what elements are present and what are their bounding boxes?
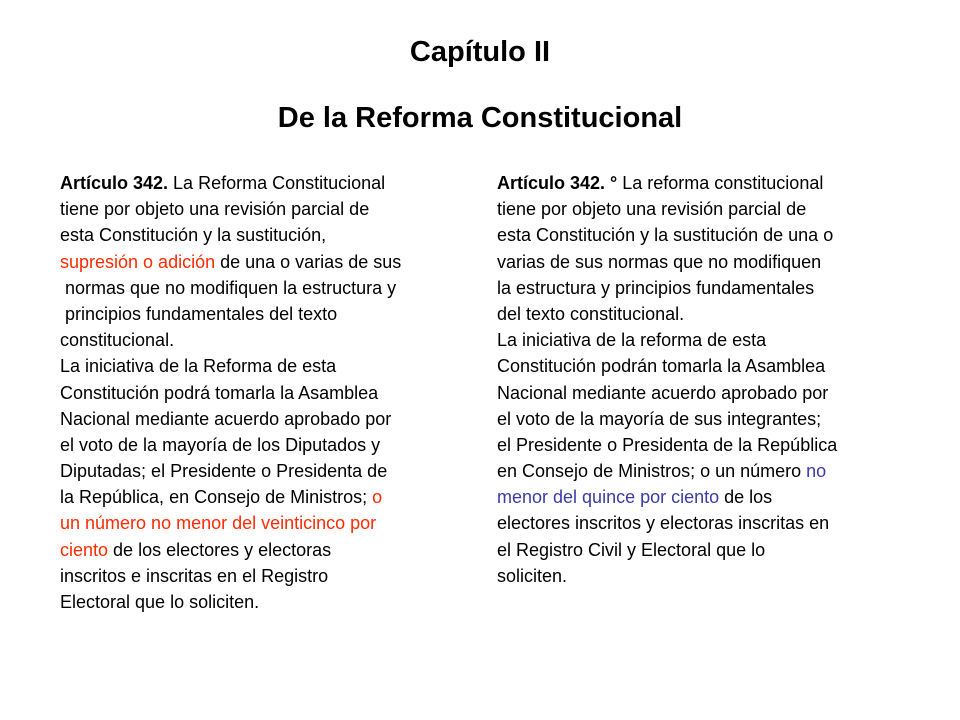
right-text-line [497,380,927,406]
left-text-line [60,170,480,196]
right-text-line [497,249,927,275]
right-text-line [497,406,927,432]
body-text: Diputadas; el Presidente o Presidenta de [60,461,388,482]
highlighted-text: ciento [60,539,109,560]
left-text-line [60,537,480,563]
chapter-title: Capítulo II [409,36,551,68]
body-text: La reforma constitucional [617,173,824,193]
highlighted-text: supresión o adición [60,251,216,272]
section-title: De la Reforma Constitucional [277,102,683,134]
body-text: tiene por objeto una revisión parcial de [497,199,807,220]
body-text: el Presidente o Presidenta de la República [497,434,838,455]
left-text-line [60,458,480,484]
left-text-line [60,510,480,536]
body-text: el voto de la mayoría de sus integrantes; [497,408,822,429]
right-article-column [497,170,927,589]
right-text-line [497,484,927,510]
body-text: de los [719,487,773,508]
body-text: soliciten. [497,565,568,586]
right-text-line [497,327,927,353]
right-text-line [497,170,927,196]
left-text-line [60,196,480,222]
highlighted-text: un número no menor del veinticinco por [60,513,377,534]
body-text: Nacional mediante acuerdo aprobado por [60,408,392,429]
body-text: el voto de la mayoría de los Diputados y [60,434,381,455]
right-text-line [497,196,927,222]
body-text: esta Constitución y la sustitución, [60,225,327,246]
right-text-line [497,563,927,589]
left-text-line [60,484,480,510]
left-text-line [60,353,480,379]
left-text-line [60,249,480,275]
right-text-line [497,301,927,327]
body-text: principios fundamentales del texto [60,303,338,324]
right-text-line [497,353,927,379]
body-text: Constitución podrán tomarla la Asamblea [497,356,826,377]
body-text: varias de sus normas que no modifiquen [497,251,822,272]
body-text: la estructura y principios fundamentales [497,277,815,298]
article-number: Artículo 342. [60,173,169,193]
left-text-line [60,327,480,353]
body-text: La Reforma Constitucional [168,173,386,193]
body-text: La iniciativa de la Reforma de esta [60,356,337,377]
left-text-line [60,222,480,248]
left-article-column [60,170,480,615]
body-text: de una o varias de sus [215,251,402,272]
right-text-line [497,458,927,484]
body-text: en Consejo de Ministros; o un número [497,461,807,482]
right-text-line [497,432,927,458]
right-text-line [497,222,927,248]
left-text-line [60,589,480,615]
highlighted-text: menor del quince por ciento [497,487,720,508]
right-text-line [497,275,927,301]
body-text: el Registro Civil y Electoral que lo [497,539,766,560]
right-text-line [497,537,927,563]
left-text-line [60,406,480,432]
body-text: de los electores y electoras [108,539,332,560]
highlighted-text: no [806,461,827,482]
body-text: La iniciativa de la reforma de esta [497,330,767,351]
body-text: esta Constitución y la sustitución de una o [497,225,834,246]
body-text: Nacional mediante acuerdo aprobado por [497,382,829,403]
body-text: normas que no modifiquen la estructura y [60,277,397,298]
body-text: constitucional. [60,330,175,351]
left-text-line [60,432,480,458]
left-text-line [60,563,480,589]
body-text: la República, en Consejo de Ministros; [60,487,373,508]
right-text-line [497,510,927,536]
left-text-line [60,301,480,327]
highlighted-text: o [372,487,383,508]
body-text: del texto constitucional. [497,303,685,324]
body-text: Electoral que lo soliciten. [60,592,260,612]
left-text-line [60,380,480,406]
article-number: Artículo 342. ° [497,173,618,193]
body-text: tiene por objeto una revisión parcial de [60,199,370,220]
left-text-line [60,275,480,301]
body-text: electores inscritos y electoras inscritas en [497,513,830,534]
body-text: Constitución podrá tomarla la Asamblea [60,382,379,403]
body-text: inscritos e inscritas en el Registro [60,565,329,586]
